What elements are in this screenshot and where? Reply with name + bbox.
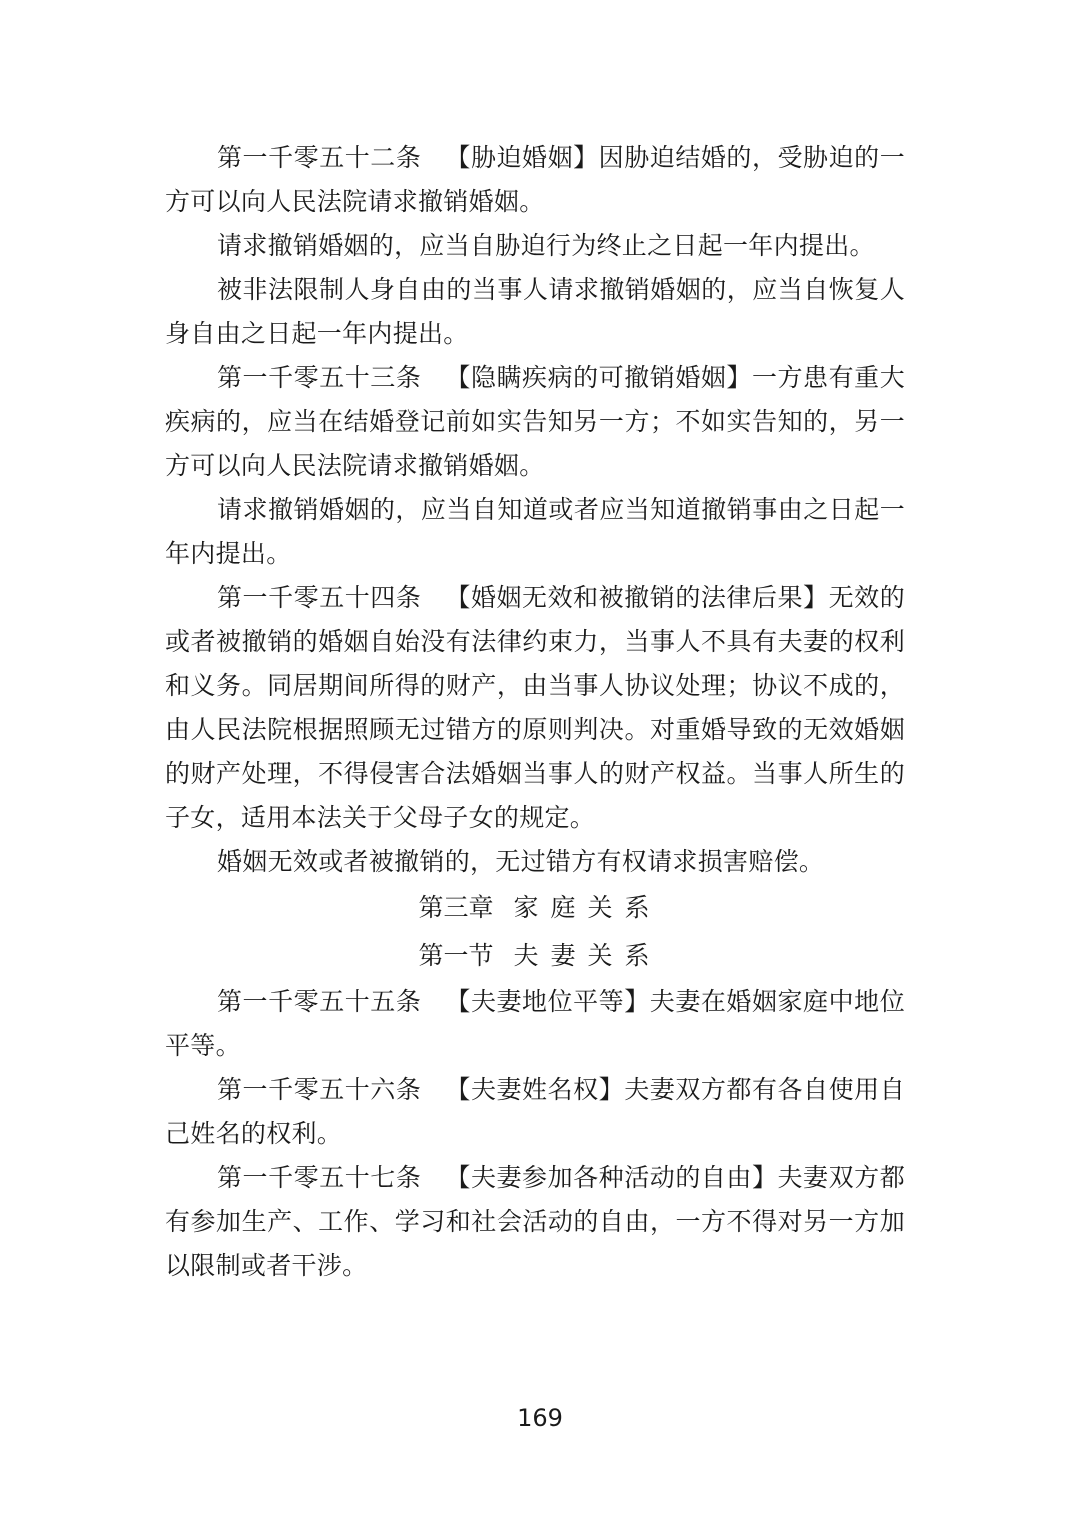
article-1056 — [165, 1068, 905, 1156]
page-body — [165, 136, 905, 1288]
chapter-title: 家庭关系 — [513, 893, 662, 922]
chapter-number: 第三章 — [418, 893, 494, 922]
section-heading — [165, 932, 905, 980]
section-title: 夫妻关系 — [513, 941, 662, 970]
paragraph — [165, 224, 905, 268]
article-1054 — [165, 576, 905, 840]
chapter-heading — [165, 884, 905, 932]
article-text: 【胁迫婚姻】因胁迫结婚的，受胁迫的一方可以向人民法院请求撤销婚姻。 — [165, 143, 905, 216]
paragraph-text: 请求撤销婚姻的，应当自胁迫行为终止之日起一年内提出。 — [217, 231, 875, 260]
article-text: 【夫妻地位平等】夫妻在婚姻家庭中地位平等。 — [165, 987, 905, 1060]
article-text: 【隐瞒疾病的可撤销婚姻】一方患有重大疾病的，应当在结婚登记前如实告知另一方；不如实告知的，另一方可以向人民法院请求撤销婚姻。 — [165, 363, 905, 480]
article-number: 第一千零五十三条 — [217, 363, 422, 392]
article-text: 【婚姻无效和被撤销的法律后果】无效的或者被撤销的婚姻自始没有法律约束力，当事人不具有夫妻的权利和义务。同居期间所得的财产，由当事人协议处理；协议不成的，由人民法院根据照顾无过错方的原则判决。对重婚导致的无效婚姻的财产处理，不得侵害合法婚姻当事人的财产权益。当事人所生的子女，适用本法关于父母子女的规定。 — [165, 583, 905, 832]
article-text: 【夫妻姓名权】夫妻双方都有各自使用自己姓名的权利。 — [165, 1075, 905, 1148]
paragraph-text: 婚姻无效或者被撤销的，无过错方有权请求损害赔偿。 — [217, 847, 825, 876]
paragraph — [165, 840, 905, 884]
article-1057 — [165, 1156, 905, 1288]
article-number: 第一千零五十五条 — [217, 987, 422, 1016]
paragraph-text: 被非法限制人身自由的当事人请求撤销婚姻的，应当自恢复人身自由之日起一年内提出。 — [165, 275, 905, 348]
article-number: 第一千零五十二条 — [217, 143, 422, 172]
article-number: 第一千零五十六条 — [217, 1075, 422, 1104]
paragraph — [165, 488, 905, 576]
article-1053 — [165, 356, 905, 488]
article-1052 — [165, 136, 905, 224]
article-1055 — [165, 980, 905, 1068]
paragraph-text: 请求撤销婚姻的，应当自知道或者应当知道撤销事由之日起一年内提出。 — [165, 495, 905, 568]
article-text: 【夫妻参加各种活动的自由】夫妻双方都有参加生产、工作、学习和社会活动的自由，一方不得对另一方加以限制或者干涉。 — [165, 1163, 905, 1280]
article-number: 第一千零五十七条 — [217, 1163, 422, 1192]
article-number: 第一千零五十四条 — [217, 583, 422, 612]
page-number: 169 — [517, 1404, 563, 1432]
section-number: 第一节 — [418, 941, 494, 970]
paragraph — [165, 268, 905, 356]
